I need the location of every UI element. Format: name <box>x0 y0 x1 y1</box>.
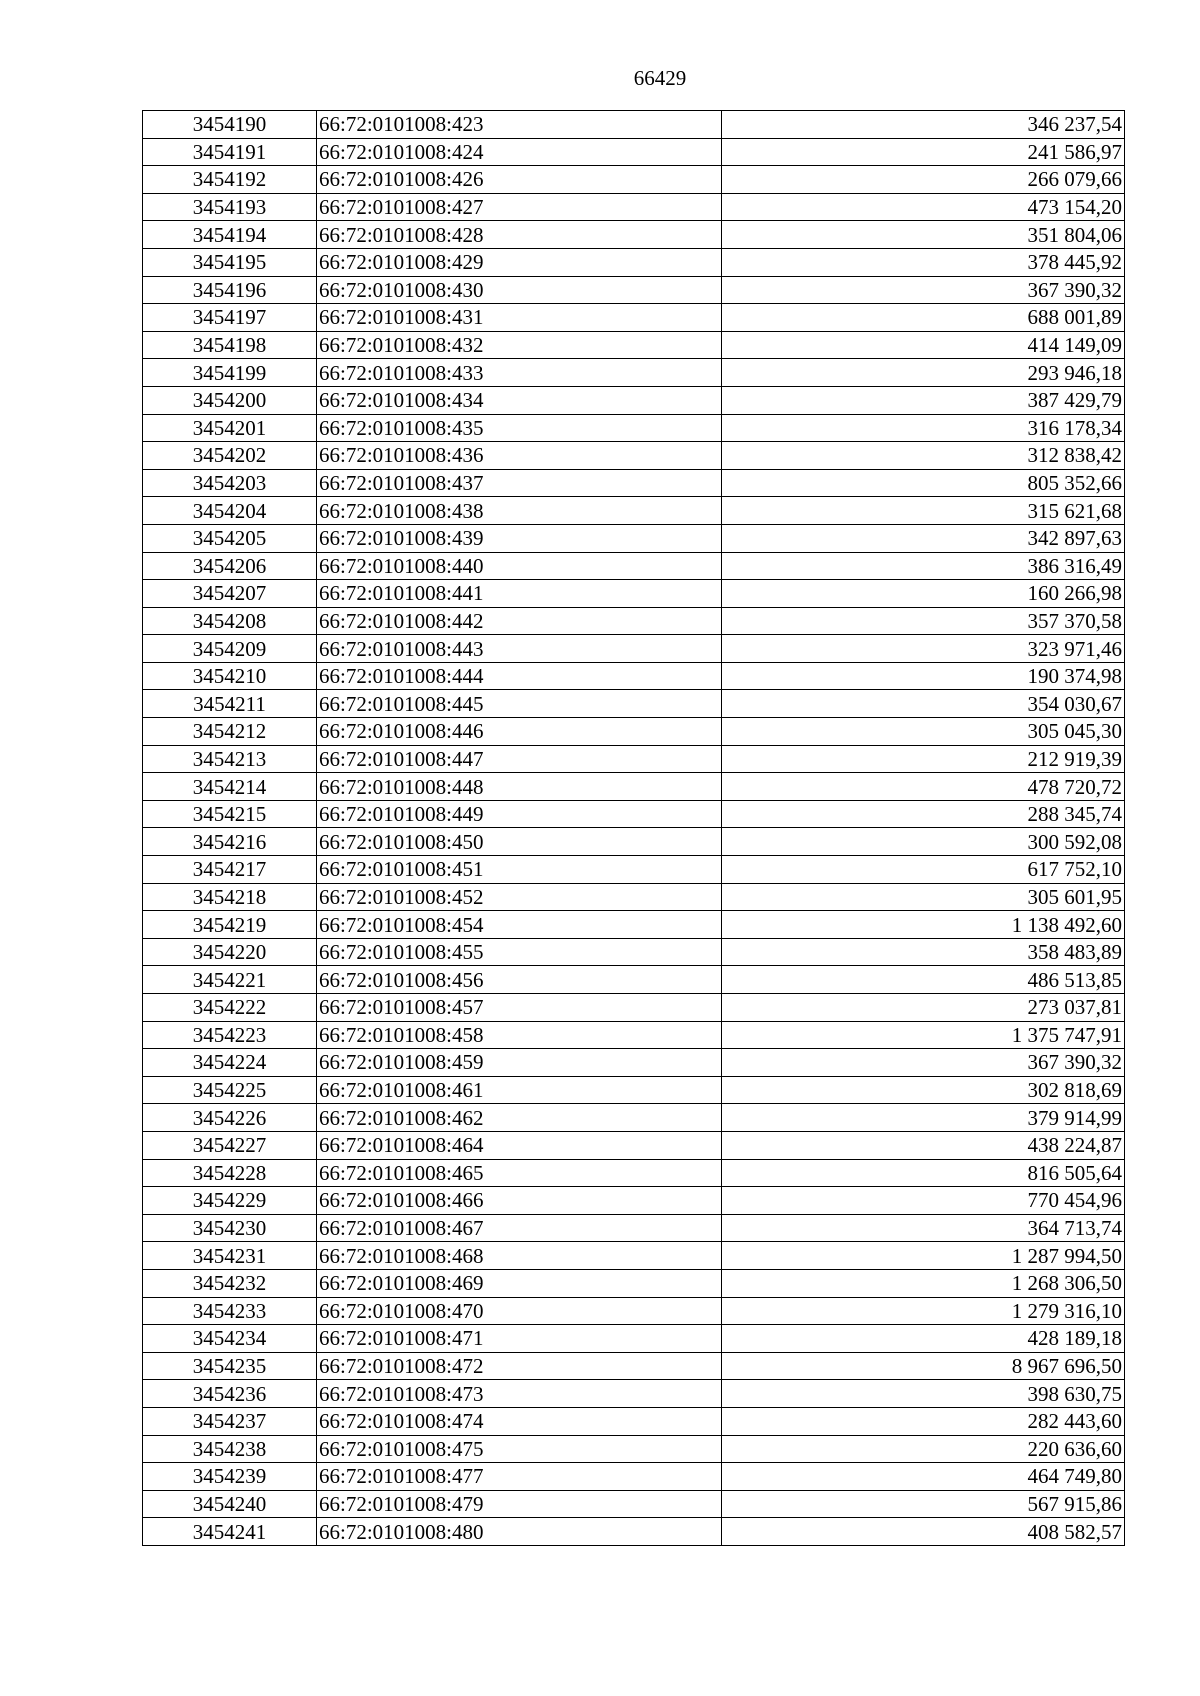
table-row <box>143 994 1125 1022</box>
row-id-cell: 3454210 <box>143 662 317 690</box>
cadastral-number-cell: 66:72:0101008:434 <box>317 386 722 414</box>
cadastral-value-cell: 312 838,42 <box>722 442 1125 470</box>
cadastral-number-cell: 66:72:0101008:452 <box>317 883 722 911</box>
row-id-cell: 3454218 <box>143 883 317 911</box>
cadastral-number-cell: 66:72:0101008:424 <box>317 138 722 166</box>
cadastral-number-cell: 66:72:0101008:454 <box>317 911 722 939</box>
row-id-cell: 3454217 <box>143 856 317 884</box>
cadastral-number-cell: 66:72:0101008:451 <box>317 856 722 884</box>
table-row <box>143 276 1125 304</box>
cadastral-number-cell: 66:72:0101008:467 <box>317 1214 722 1242</box>
table-row <box>143 1214 1125 1242</box>
cadastral-value-cell: 387 429,79 <box>722 386 1125 414</box>
row-id-cell: 3454222 <box>143 994 317 1022</box>
cadastral-number-cell: 66:72:0101008:469 <box>317 1269 722 1297</box>
cadastral-number-cell: 66:72:0101008:459 <box>317 1049 722 1077</box>
cadastral-value-cell: 323 971,46 <box>722 635 1125 663</box>
row-id-cell: 3454230 <box>143 1214 317 1242</box>
row-id-cell: 3454237 <box>143 1407 317 1435</box>
cadastral-value-cell: 398 630,75 <box>722 1380 1125 1408</box>
cadastral-value-cell: 364 713,74 <box>722 1214 1125 1242</box>
table-row <box>143 690 1125 718</box>
cadastral-value-cell: 367 390,32 <box>722 1049 1125 1077</box>
cadastral-number-cell: 66:72:0101008:437 <box>317 469 722 497</box>
table-row <box>143 1380 1125 1408</box>
table-row <box>143 800 1125 828</box>
cadastral-value-cell: 378 445,92 <box>722 248 1125 276</box>
table-row <box>143 773 1125 801</box>
cadastral-number-cell: 66:72:0101008:438 <box>317 497 722 525</box>
table-row <box>143 662 1125 690</box>
table-row <box>143 1076 1125 1104</box>
row-id-cell: 3454219 <box>143 911 317 939</box>
table-row <box>143 911 1125 939</box>
table-row <box>143 883 1125 911</box>
cadastral-value-cell: 414 149,09 <box>722 331 1125 359</box>
table-row <box>143 1518 1125 1546</box>
row-id-cell: 3454221 <box>143 966 317 994</box>
cadastral-number-cell: 66:72:0101008:441 <box>317 580 722 608</box>
cadastral-number-cell: 66:72:0101008:449 <box>317 800 722 828</box>
row-id-cell: 3454202 <box>143 442 317 470</box>
row-id-cell: 3454211 <box>143 690 317 718</box>
cadastral-number-cell: 66:72:0101008:473 <box>317 1380 722 1408</box>
cadastral-value-cell: 220 636,60 <box>722 1435 1125 1463</box>
cadastral-value-table <box>142 110 1125 1546</box>
page-number: 66429 <box>633 66 687 90</box>
cadastral-value-cell: 1 279 316,10 <box>722 1297 1125 1325</box>
table-row <box>143 1352 1125 1380</box>
cadastral-value-cell: 473 154,20 <box>722 193 1125 221</box>
row-id-cell: 3454191 <box>143 138 317 166</box>
cadastral-number-cell: 66:72:0101008:477 <box>317 1463 722 1491</box>
row-id-cell: 3454195 <box>143 248 317 276</box>
cadastral-value-cell: 300 592,08 <box>722 828 1125 856</box>
table-row <box>143 414 1125 442</box>
row-id-cell: 3454194 <box>143 221 317 249</box>
row-id-cell: 3454215 <box>143 800 317 828</box>
table-row <box>143 1049 1125 1077</box>
cadastral-value-cell: 386 316,49 <box>722 552 1125 580</box>
cadastral-number-cell: 66:72:0101008:433 <box>317 359 722 387</box>
cadastral-number-cell: 66:72:0101008:479 <box>317 1490 722 1518</box>
cadastral-number-cell: 66:72:0101008:430 <box>317 276 722 304</box>
row-id-cell: 3454201 <box>143 414 317 442</box>
cadastral-number-cell: 66:72:0101008:426 <box>317 166 722 194</box>
table-row <box>143 1435 1125 1463</box>
row-id-cell: 3454225 <box>143 1076 317 1104</box>
row-id-cell: 3454240 <box>143 1490 317 1518</box>
row-id-cell: 3454208 <box>143 607 317 635</box>
cadastral-number-cell: 66:72:0101008:456 <box>317 966 722 994</box>
row-id-cell: 3454204 <box>143 497 317 525</box>
cadastral-value-cell: 342 897,63 <box>722 524 1125 552</box>
cadastral-number-cell: 66:72:0101008:445 <box>317 690 722 718</box>
table-row <box>143 442 1125 470</box>
row-id-cell: 3454190 <box>143 111 317 139</box>
cadastral-value-cell: 354 030,67 <box>722 690 1125 718</box>
cadastral-value-cell: 315 621,68 <box>722 497 1125 525</box>
row-id-cell: 3454199 <box>143 359 317 387</box>
row-id-cell: 3454226 <box>143 1104 317 1132</box>
row-id-cell: 3454220 <box>143 938 317 966</box>
table-row <box>143 193 1125 221</box>
row-id-cell: 3454197 <box>143 304 317 332</box>
cadastral-value-cell: 293 946,18 <box>722 359 1125 387</box>
cadastral-value-cell: 1 375 747,91 <box>722 1021 1125 1049</box>
table-row <box>143 1242 1125 1270</box>
cadastral-number-cell: 66:72:0101008:455 <box>317 938 722 966</box>
cadastral-value-cell: 273 037,81 <box>722 994 1125 1022</box>
cadastral-value-cell: 288 345,74 <box>722 800 1125 828</box>
cadastral-number-cell: 66:72:0101008:470 <box>317 1297 722 1325</box>
cadastral-value-cell: 805 352,66 <box>722 469 1125 497</box>
cadastral-number-cell: 66:72:0101008:423 <box>317 111 722 139</box>
table-row <box>143 1297 1125 1325</box>
cadastral-number-cell: 66:72:0101008:464 <box>317 1131 722 1159</box>
table-row <box>143 166 1125 194</box>
cadastral-number-cell: 66:72:0101008:429 <box>317 248 722 276</box>
cadastral-value-cell: 464 749,80 <box>722 1463 1125 1491</box>
table-row <box>143 1407 1125 1435</box>
table-row <box>143 718 1125 746</box>
cadastral-number-cell: 66:72:0101008:447 <box>317 745 722 773</box>
row-id-cell: 3454198 <box>143 331 317 359</box>
row-id-cell: 3454224 <box>143 1049 317 1077</box>
table-row <box>143 497 1125 525</box>
cadastral-number-cell: 66:72:0101008:468 <box>317 1242 722 1270</box>
row-id-cell: 3454214 <box>143 773 317 801</box>
cadastral-number-cell: 66:72:0101008:432 <box>317 331 722 359</box>
cadastral-value-cell: 1 268 306,50 <box>722 1269 1125 1297</box>
cadastral-value-cell: 770 454,96 <box>722 1187 1125 1215</box>
table-row <box>143 1187 1125 1215</box>
cadastral-number-cell: 66:72:0101008:444 <box>317 662 722 690</box>
table-row <box>143 359 1125 387</box>
cadastral-value-cell: 212 919,39 <box>722 745 1125 773</box>
table-row <box>143 138 1125 166</box>
cadastral-value-cell: 241 586,97 <box>722 138 1125 166</box>
cadastral-value-cell: 282 443,60 <box>722 1407 1125 1435</box>
cadastral-value-cell: 478 720,72 <box>722 773 1125 801</box>
cadastral-value-cell: 438 224,87 <box>722 1131 1125 1159</box>
cadastral-value-cell: 428 189,18 <box>722 1325 1125 1353</box>
table-row <box>143 1159 1125 1187</box>
cadastral-value-cell: 305 601,95 <box>722 883 1125 911</box>
table-row <box>143 1131 1125 1159</box>
table-row <box>143 304 1125 332</box>
row-id-cell: 3454231 <box>143 1242 317 1270</box>
table-row <box>143 635 1125 663</box>
cadastral-number-cell: 66:72:0101008:427 <box>317 193 722 221</box>
table-row <box>143 1269 1125 1297</box>
row-id-cell: 3454228 <box>143 1159 317 1187</box>
cadastral-value-cell: 816 505,64 <box>722 1159 1125 1187</box>
table-row <box>143 1463 1125 1491</box>
cadastral-value-cell: 486 513,85 <box>722 966 1125 994</box>
cadastral-value-cell: 316 178,34 <box>722 414 1125 442</box>
row-id-cell: 3454235 <box>143 1352 317 1380</box>
table-row <box>143 469 1125 497</box>
table-row <box>143 111 1125 139</box>
cadastral-value-cell: 346 237,54 <box>722 111 1125 139</box>
row-id-cell: 3454238 <box>143 1435 317 1463</box>
row-id-cell: 3454236 <box>143 1380 317 1408</box>
cadastral-number-cell: 66:72:0101008:442 <box>317 607 722 635</box>
row-id-cell: 3454193 <box>143 193 317 221</box>
row-id-cell: 3454207 <box>143 580 317 608</box>
table-row <box>143 331 1125 359</box>
cadastral-value-cell: 302 818,69 <box>722 1076 1125 1104</box>
cadastral-value-cell: 266 079,66 <box>722 166 1125 194</box>
cadastral-value-cell: 367 390,32 <box>722 276 1125 304</box>
cadastral-value-cell: 1 287 994,50 <box>722 1242 1125 1270</box>
cadastral-value-cell: 1 138 492,60 <box>722 911 1125 939</box>
table-row <box>143 1325 1125 1353</box>
cadastral-number-cell: 66:72:0101008:466 <box>317 1187 722 1215</box>
row-id-cell: 3454203 <box>143 469 317 497</box>
cadastral-number-cell: 66:72:0101008:431 <box>317 304 722 332</box>
cadastral-number-cell: 66:72:0101008:462 <box>317 1104 722 1132</box>
cadastral-value-cell: 358 483,89 <box>722 938 1125 966</box>
table-row <box>143 1490 1125 1518</box>
row-id-cell: 3454234 <box>143 1325 317 1353</box>
row-id-cell: 3454233 <box>143 1297 317 1325</box>
row-id-cell: 3454196 <box>143 276 317 304</box>
table-body <box>143 111 1125 1546</box>
cadastral-number-cell: 66:72:0101008:439 <box>317 524 722 552</box>
cadastral-value-cell: 351 804,06 <box>722 221 1125 249</box>
table-row <box>143 607 1125 635</box>
cadastral-value-cell: 160 266,98 <box>722 580 1125 608</box>
cadastral-number-cell: 66:72:0101008:472 <box>317 1352 722 1380</box>
row-id-cell: 3454213 <box>143 745 317 773</box>
table-row <box>143 1104 1125 1132</box>
cadastral-value-cell: 357 370,58 <box>722 607 1125 635</box>
cadastral-value-cell: 567 915,86 <box>722 1490 1125 1518</box>
cadastral-number-cell: 66:72:0101008:458 <box>317 1021 722 1049</box>
table-row <box>143 856 1125 884</box>
cadastral-number-cell: 66:72:0101008:428 <box>317 221 722 249</box>
cadastral-value-cell: 688 001,89 <box>722 304 1125 332</box>
table-row <box>143 552 1125 580</box>
cadastral-number-cell: 66:72:0101008:450 <box>317 828 722 856</box>
cadastral-value-cell: 305 045,30 <box>722 718 1125 746</box>
cadastral-number-cell: 66:72:0101008:475 <box>317 1435 722 1463</box>
row-id-cell: 3454232 <box>143 1269 317 1297</box>
cadastral-value-cell: 617 752,10 <box>722 856 1125 884</box>
table-row <box>143 580 1125 608</box>
row-id-cell: 3454212 <box>143 718 317 746</box>
row-id-cell: 3454227 <box>143 1131 317 1159</box>
cadastral-value-cell: 408 582,57 <box>722 1518 1125 1546</box>
cadastral-number-cell: 66:72:0101008:435 <box>317 414 722 442</box>
cadastral-number-cell: 66:72:0101008:457 <box>317 994 722 1022</box>
row-id-cell: 3454229 <box>143 1187 317 1215</box>
cadastral-value-cell: 379 914,99 <box>722 1104 1125 1132</box>
table-row <box>143 386 1125 414</box>
row-id-cell: 3454206 <box>143 552 317 580</box>
row-id-cell: 3454241 <box>143 1518 317 1546</box>
cadastral-number-cell: 66:72:0101008:474 <box>317 1407 722 1435</box>
cadastral-number-cell: 66:72:0101008:440 <box>317 552 722 580</box>
cadastral-number-cell: 66:72:0101008:461 <box>317 1076 722 1104</box>
table-row <box>143 966 1125 994</box>
cadastral-number-cell: 66:72:0101008:436 <box>317 442 722 470</box>
table-row <box>143 221 1125 249</box>
cadastral-number-cell: 66:72:0101008:446 <box>317 718 722 746</box>
row-id-cell: 3454192 <box>143 166 317 194</box>
cadastral-number-cell: 66:72:0101008:443 <box>317 635 722 663</box>
table-row <box>143 524 1125 552</box>
table-row <box>143 828 1125 856</box>
cadastral-value-cell: 190 374,98 <box>722 662 1125 690</box>
table-row <box>143 938 1125 966</box>
row-id-cell: 3454200 <box>143 386 317 414</box>
row-id-cell: 3454209 <box>143 635 317 663</box>
cadastral-number-cell: 66:72:0101008:471 <box>317 1325 722 1353</box>
cadastral-number-cell: 66:72:0101008:465 <box>317 1159 722 1187</box>
table-row <box>143 248 1125 276</box>
table-row <box>143 745 1125 773</box>
row-id-cell: 3454216 <box>143 828 317 856</box>
row-id-cell: 3454205 <box>143 524 317 552</box>
row-id-cell: 3454239 <box>143 1463 317 1491</box>
table-row <box>143 1021 1125 1049</box>
cadastral-value-cell: 8 967 696,50 <box>722 1352 1125 1380</box>
cadastral-number-cell: 66:72:0101008:480 <box>317 1518 722 1546</box>
cadastral-number-cell: 66:72:0101008:448 <box>317 773 722 801</box>
row-id-cell: 3454223 <box>143 1021 317 1049</box>
